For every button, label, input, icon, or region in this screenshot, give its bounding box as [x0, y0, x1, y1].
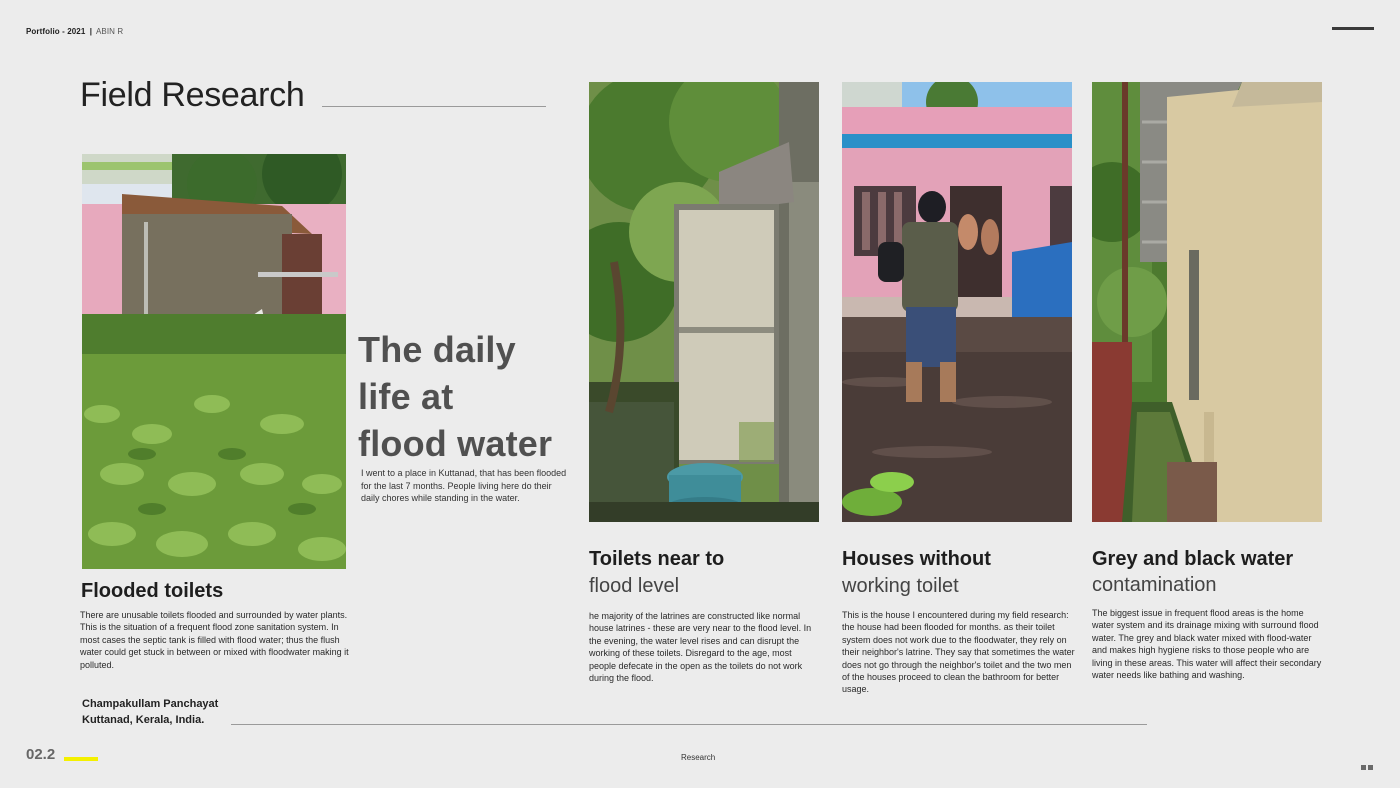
page-title: Field Research: [80, 76, 305, 114]
location-label: [82, 696, 218, 728]
flooded-toilets-heading: Flooded toilets: [81, 580, 224, 602]
houses-text: This is the house I encountered during my field research: the house had been flooded for months. as their toilet system does not work due to the floodwater, they rely on their neighbor's latrine. They say that sometimes the water does not go through the neighbor's toilet and the two men of the houses proceed to clean the bathroom for better usage.: [842, 610, 1075, 695]
portfolio-header: [26, 27, 123, 36]
flooded-house-photo: [842, 82, 1072, 522]
author-name: ABIN R: [95, 27, 124, 36]
feature-heading-line-3: flood water: [358, 423, 553, 464]
title-divider: [322, 106, 546, 107]
section-label: Research: [681, 753, 716, 762]
grey-water-text: The biggest issue in frequent flood areas is the home water system and its drainage mixing with surround flood water. The grey and black water mixed with flood-water and makes high hygiene risks to those people who are living in these areas. This water will affect their secondary water needs like bathing and washing.: [1092, 608, 1322, 681]
menu-bar-icon[interactable]: [1332, 27, 1374, 30]
grey-water-subheading: contamination: [1092, 574, 1217, 596]
latrine-door-photo: [589, 82, 819, 522]
accent-bar: [64, 757, 98, 761]
portfolio-label: Portfolio - 2021: [26, 27, 86, 36]
feature-heading-line-2: life at: [358, 376, 454, 417]
footer-divider: [231, 724, 1147, 725]
flooded-toilets-text: There are unusable toilets flooded and surrounded by water plants. This is the situation of a frequent flood zone sanitation system. In most cases the septic tank is filled with flood water; thus the flush water could get stuck in between or mixed with floodwater making it polluted.: [80, 610, 349, 670]
toilets-near-heading: Toilets near to: [589, 548, 725, 570]
feature-intro: I went to a place in Kuttanad, that has been flooded for the last 7 months. People living here do their daily chores while standing in the water.: [361, 468, 567, 503]
header-separator: |: [89, 27, 93, 36]
toilets-near-subheading: flood level: [589, 575, 680, 597]
feature-heading: [358, 326, 552, 467]
page-number: 02.2: [26, 746, 56, 763]
toilets-near-text: he majority of the latrines are constructed like normal house latrines - these are very near to the flood level. In the evening, the water level rises and can disrupt the working of these toilets. Disregard to the age, most people defecate in the open as the toilets do not work during the flood.: [589, 611, 812, 684]
houses-heading: Houses without: [842, 548, 991, 570]
page-dots-icon[interactable]: [1361, 757, 1375, 775]
location-line-1: Champakullam Panchayat: [82, 698, 219, 710]
grey-water-heading: Grey and black water: [1092, 548, 1294, 570]
grey-water-photo: [1092, 82, 1322, 522]
location-line-2: Kuttanad, Kerala, India.: [82, 714, 205, 726]
houses-subheading: working toilet: [842, 575, 959, 597]
feature-heading-line-1: The daily: [358, 329, 516, 370]
flooded-toilet-photo: [82, 154, 346, 569]
